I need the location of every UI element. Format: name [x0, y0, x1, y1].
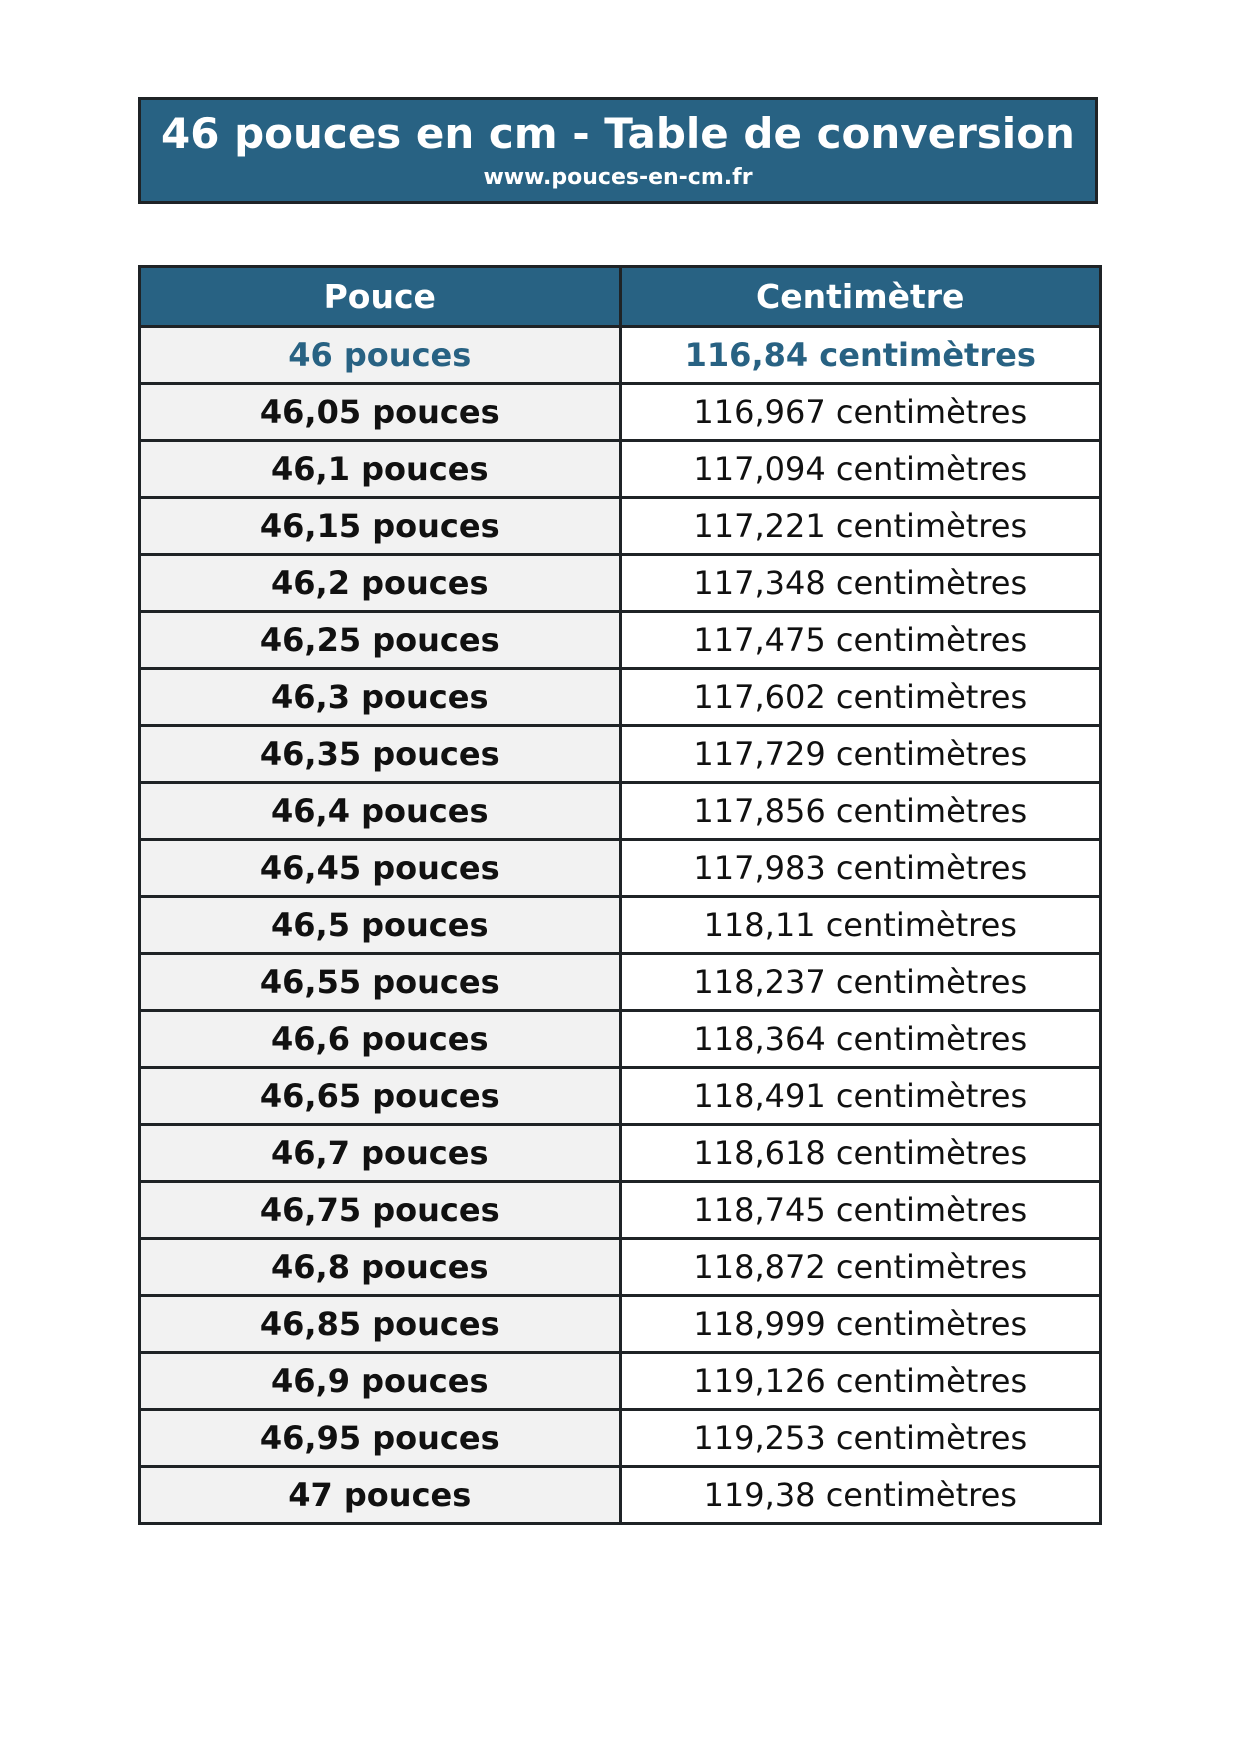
table-row [140, 498, 1101, 555]
centimetre-cell: 118,872 centimètres [620, 1239, 1101, 1296]
centimetre-cell: 117,348 centimètres [620, 555, 1101, 612]
table-row [140, 1068, 1101, 1125]
centimetre-cell: 118,237 centimètres [620, 954, 1101, 1011]
centimetre-cell: 119,126 centimètres [620, 1353, 1101, 1410]
pouce-cell: 46,1 pouces [140, 441, 621, 498]
pouce-cell: 46,4 pouces [140, 783, 621, 840]
centimetre-cell: 117,094 centimètres [620, 441, 1101, 498]
centimetre-cell: 119,38 centimètres [620, 1467, 1101, 1524]
table-row [140, 840, 1101, 897]
pouce-cell: 46,95 pouces [140, 1410, 621, 1467]
column-header-pouce: Pouce [140, 267, 621, 327]
table-row [140, 897, 1101, 954]
pouce-cell: 46 pouces [140, 327, 621, 384]
pouce-cell: 46,2 pouces [140, 555, 621, 612]
pouce-cell: 46,85 pouces [140, 1296, 621, 1353]
pouce-cell: 46,35 pouces [140, 726, 621, 783]
title-banner [138, 97, 1098, 204]
pouce-cell: 46,8 pouces [140, 1239, 621, 1296]
centimetre-cell: 116,84 centimètres [620, 327, 1101, 384]
centimetre-cell: 117,602 centimètres [620, 669, 1101, 726]
column-header-centimetre: Centimètre [620, 267, 1101, 327]
centimetre-cell: 117,856 centimètres [620, 783, 1101, 840]
centimetre-cell: 118,999 centimètres [620, 1296, 1101, 1353]
table-row [140, 1011, 1101, 1068]
centimetre-cell: 117,221 centimètres [620, 498, 1101, 555]
pouce-cell: 46,7 pouces [140, 1125, 621, 1182]
centimetre-cell: 118,745 centimètres [620, 1182, 1101, 1239]
table-row [140, 1467, 1101, 1524]
pouce-cell: 46,9 pouces [140, 1353, 621, 1410]
centimetre-cell: 117,475 centimètres [620, 612, 1101, 669]
pouce-cell: 46,6 pouces [140, 1011, 621, 1068]
table-row [140, 327, 1101, 384]
centimetre-cell: 117,729 centimètres [620, 726, 1101, 783]
conversion-table [138, 265, 1102, 1525]
pouce-cell: 47 pouces [140, 1467, 621, 1524]
centimetre-cell: 119,253 centimètres [620, 1410, 1101, 1467]
table-row [140, 441, 1101, 498]
table-row [140, 555, 1101, 612]
centimetre-cell: 118,618 centimètres [620, 1125, 1101, 1182]
table-row [140, 1239, 1101, 1296]
pouce-cell: 46,25 pouces [140, 612, 621, 669]
table-row [140, 1125, 1101, 1182]
pouce-cell: 46,15 pouces [140, 498, 621, 555]
table-row [140, 1410, 1101, 1467]
centimetre-cell: 118,11 centimètres [620, 897, 1101, 954]
pouce-cell: 46,65 pouces [140, 1068, 621, 1125]
table-header-row [140, 267, 1101, 327]
table-row [140, 1182, 1101, 1239]
page-title: 46 pouces en cm - Table de conversion [161, 109, 1075, 158]
table-row [140, 384, 1101, 441]
table-row [140, 1296, 1101, 1353]
table-row [140, 612, 1101, 669]
pouce-cell: 46,45 pouces [140, 840, 621, 897]
centimetre-cell: 117,983 centimètres [620, 840, 1101, 897]
table-row [140, 669, 1101, 726]
pouce-cell: 46,05 pouces [140, 384, 621, 441]
website-url: www.pouces-en-cm.fr [483, 165, 753, 190]
pouce-cell: 46,5 pouces [140, 897, 621, 954]
pouce-cell: 46,3 pouces [140, 669, 621, 726]
pouce-cell: 46,55 pouces [140, 954, 621, 1011]
table-row [140, 726, 1101, 783]
table-row [140, 783, 1101, 840]
centimetre-cell: 118,364 centimètres [620, 1011, 1101, 1068]
centimetre-cell: 118,491 centimètres [620, 1068, 1101, 1125]
table-row [140, 1353, 1101, 1410]
centimetre-cell: 116,967 centimètres [620, 384, 1101, 441]
table-row [140, 954, 1101, 1011]
pouce-cell: 46,75 pouces [140, 1182, 621, 1239]
